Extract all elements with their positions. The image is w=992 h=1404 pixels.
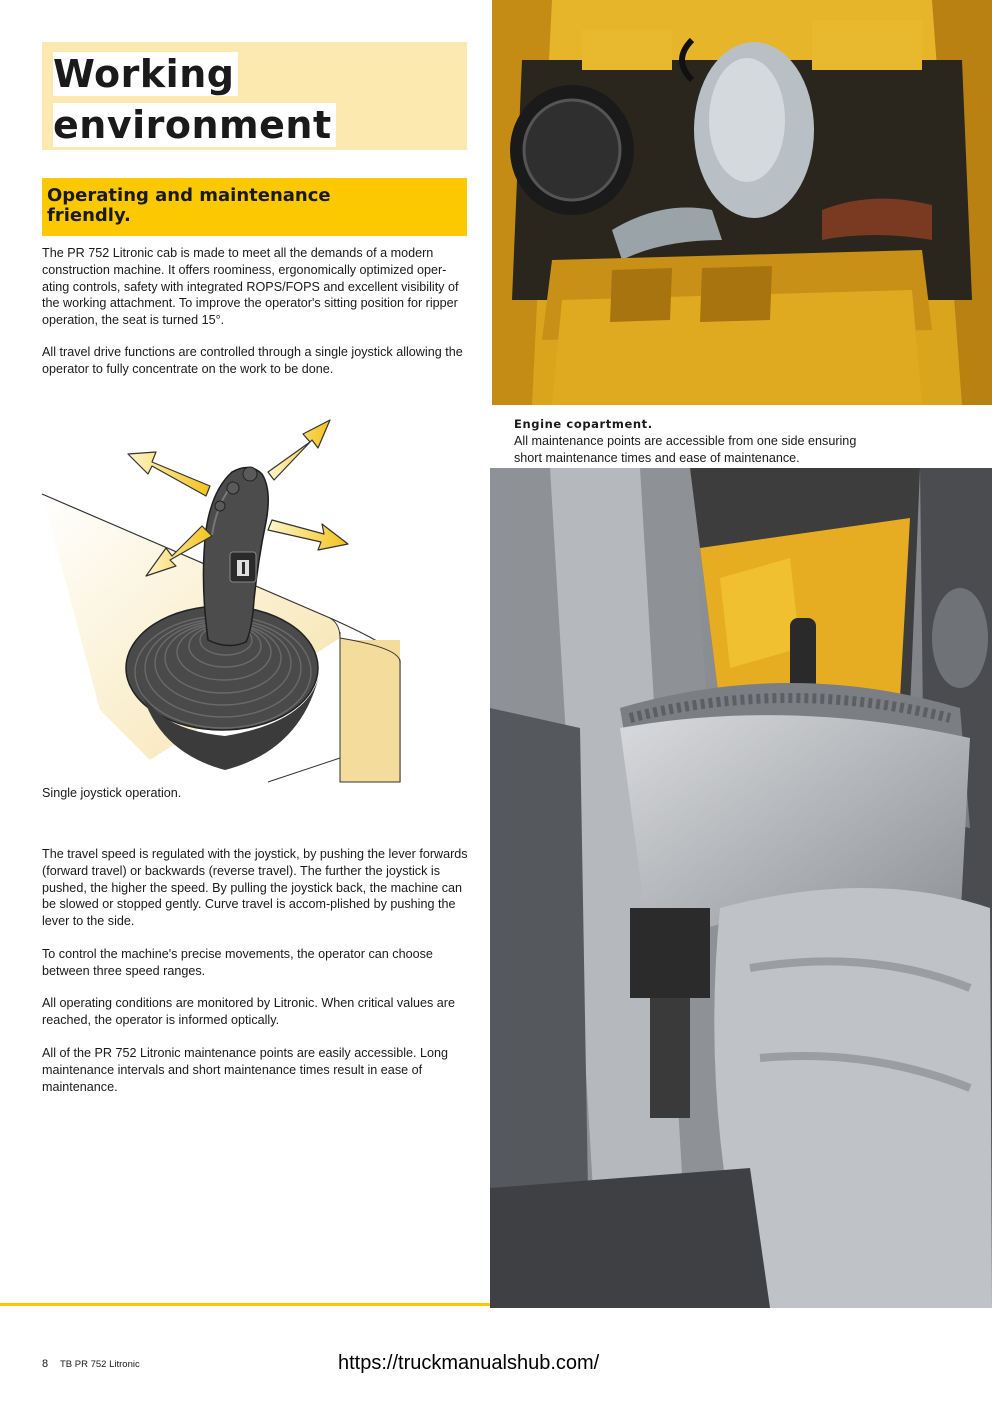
paragraph-speed-ranges: To control the machine's precise movements, the operator can choose between three speed ranges.	[42, 947, 433, 978]
engine-caption	[514, 416, 884, 466]
section-subtitle	[47, 186, 407, 226]
engine-caption-text: All maintenance points are accessible from one side ensuring short maintenance times and ease of maintenance.	[514, 433, 857, 465]
paragraph-monitoring: All operating conditions are monitored by Litronic. When critical values are reached, the operator is informed optically.	[42, 996, 455, 1027]
source-url-link[interactable]: https://truckmanualshub.com/	[338, 1352, 600, 1374]
paragraph-travel-speed: The travel speed is regulated with the joystick, by pushing the lever forwards (forward travel) or backwards (reverse travel). The further the joystick is pushed, the higher the speed. By pulling the joystick back, the machine can be slowed or stopped gently. Curve travel is accom-plished by pushing the lever to the side.	[42, 847, 468, 929]
paragraph-maintenance: All of the PR 752 Litronic maintenance points are easily accessible. Long maintenance intervals and short maintenance times result in ease of maintenance.	[42, 1046, 449, 1094]
paragraph-joystick-intro: All travel drive functions are controlled through a single joystick allowing the operator to fully concentrate on the work to be done.	[42, 345, 463, 376]
joystick-illustration	[40, 410, 410, 790]
engine-compartment-photo	[492, 0, 992, 405]
page-title-line1: Working	[53, 52, 238, 96]
joystick-caption: Single joystick operation.	[42, 786, 182, 800]
page-title-line2: environment	[53, 103, 336, 147]
page-number: 8	[42, 1358, 49, 1370]
subtitle-line1: Operating and maintenance	[47, 185, 331, 206]
subtitle-line2: friendly.	[47, 205, 131, 226]
paragraph-cab: The PR 752 Litronic cab is made to meet all the demands of a modern construction machine. It offers roominess, ergonomically optimized oper-ating controls, safety with integrated ROPS/FOPS and excellent visibility of the working attachment. To improve the operator's sitting position for ripper operation, the seat is turned 15°.	[42, 246, 459, 328]
engine-caption-title: Engine copartment.	[514, 417, 653, 431]
cab-interior-photo	[490, 408, 992, 1308]
document-name: TB PR 752 Litronic	[60, 1359, 140, 1370]
footer-rule	[0, 1303, 490, 1306]
